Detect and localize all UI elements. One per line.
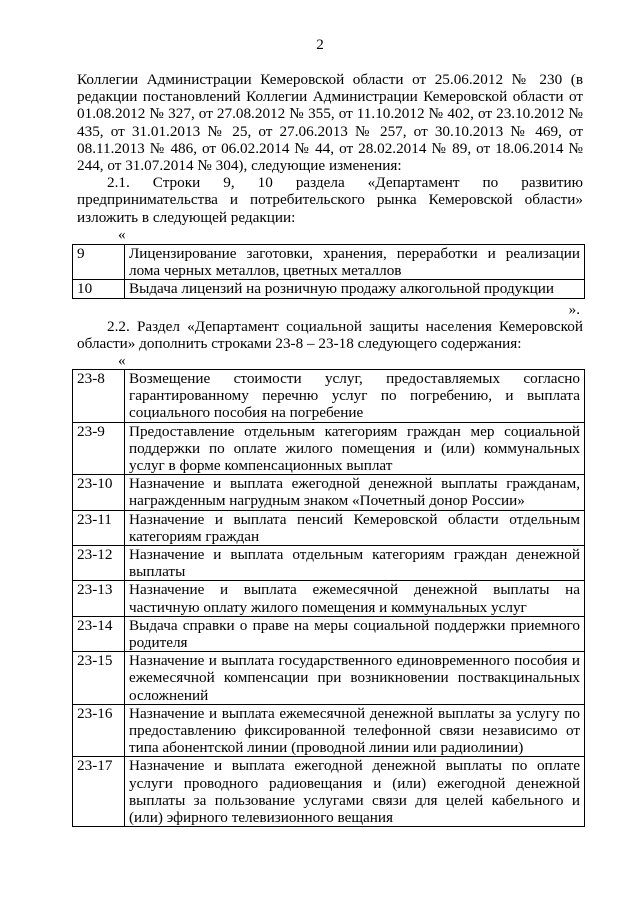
row-number: 23-14 [73,616,125,651]
table-row [73,475,585,510]
table-row [73,616,585,651]
row-number: 23-16 [73,704,125,757]
row-text: Возмещение стоимости услуг, предоставляемых согласно гарантированному перечню услуг по погребению, и выплата социального пособия на погребение [125,370,585,423]
row-number: 23-17 [73,757,125,827]
row-number: 10 [73,280,125,298]
table-row [73,546,585,581]
row-number: 23-11 [73,510,125,545]
row-text: Назначение и выплата пенсий Кемеровской области отдельным категориям граждан [125,510,585,545]
table-row [73,510,585,545]
opening-quote-2: « [118,352,126,369]
item-2-2-block [77,318,583,352]
row-text: Назначение и выплата государственного единовременного пособия и ежемесячной компенсации при возникновении поствакцинальных осложнений [125,652,585,705]
row-number: 23-15 [73,652,125,705]
row-text: Выдача справки о праве на меры социальной поддержки приемного родителя [125,616,585,651]
closing-quote-1: ». [568,301,580,318]
row-number: 23-10 [73,475,125,510]
row-text: Назначение и выплата ежегодной денежной выплаты гражданам, награжденным нагрудным знаком «Почетный донор России» [125,475,585,510]
row-text: Назначение и выплата ежемесячной денежной выплаты за услугу по предоставлению фиксированной телефонной связи независимо от типа абонентской линии (проводной линии или радиолинии) [125,704,585,757]
item-2-1-paragraph: 2.1. Строки 9, 10 раздела «Департамент по развитию предпринимательства и потребительского рынка Кемеровской области» изложить в следующей редакции: [77,174,583,226]
table-row [73,704,585,757]
row-number: 23-8 [73,370,125,423]
table-row [73,245,585,280]
row-number: 23-12 [73,546,125,581]
table-row [73,422,585,475]
row-text: Назначение и выплата ежемесячной денежной выплаты на частичную оплату жилого помещения и коммунальных услуг [125,581,585,616]
row-text: Выдача лицензий на розничную продажу алкогольной продукции [125,280,585,298]
table-section-2-1 [72,244,585,299]
intro-paragraph: Коллегии Администрации Кемеровской области от 25.06.2012 № 230 (в редакции постановлений Коллегии Администрации Кемеровской области от 01.08.2012 № 327, от 27.08.2012 № 355, от 11.10.2012 № 402, от 23.10.2012 № 435, от 31.01.2013 № 25, от 27.06.2013 № 257, от 30.10.2013 № 469, от 08.11.2013 № 486, от 06.02.2014 № 44, от 28.02.2014 № 89, от 18.06.2014 № 244, от 31.07.2014 № 304), следующие изменения: [77,71,583,175]
table-section-2-2 [72,369,585,827]
table-row [73,280,585,298]
opening-quote-1: « [118,226,126,243]
row-text: Назначение и выплата отдельным категориям граждан денежной выплаты [125,546,585,581]
table-row [73,581,585,616]
page-number: 2 [316,36,324,53]
table-row [73,757,585,827]
row-number: 23-13 [73,581,125,616]
row-text: Назначение и выплата ежегодной денежной выплаты по оплате услуги проводного радиовещания и (или) ежегодной денежной выплаты за пользование услугами связи для целей кабельного и (или) эфирного телевизионного вещания [125,757,585,827]
item-2-2-paragraph: 2.2. Раздел «Департамент социальной защиты населения Кемеровской области» дополнить строками 23-8 – 23-18 следующего содержания: [77,318,583,353]
intro-block [77,71,583,226]
row-number: 9 [73,245,125,280]
row-number: 23-9 [73,422,125,475]
row-text: Предоставление отдельным категориям граждан мер социальной поддержки по оплате жилого помещения и (или) коммунальных услуг в форме компенсационных выплат [125,422,585,475]
table-row [73,370,585,423]
row-text: Лицензирование заготовки, хранения, переработки и реализации лома черных металлов, цветных металлов [125,245,585,280]
table-row [73,652,585,705]
